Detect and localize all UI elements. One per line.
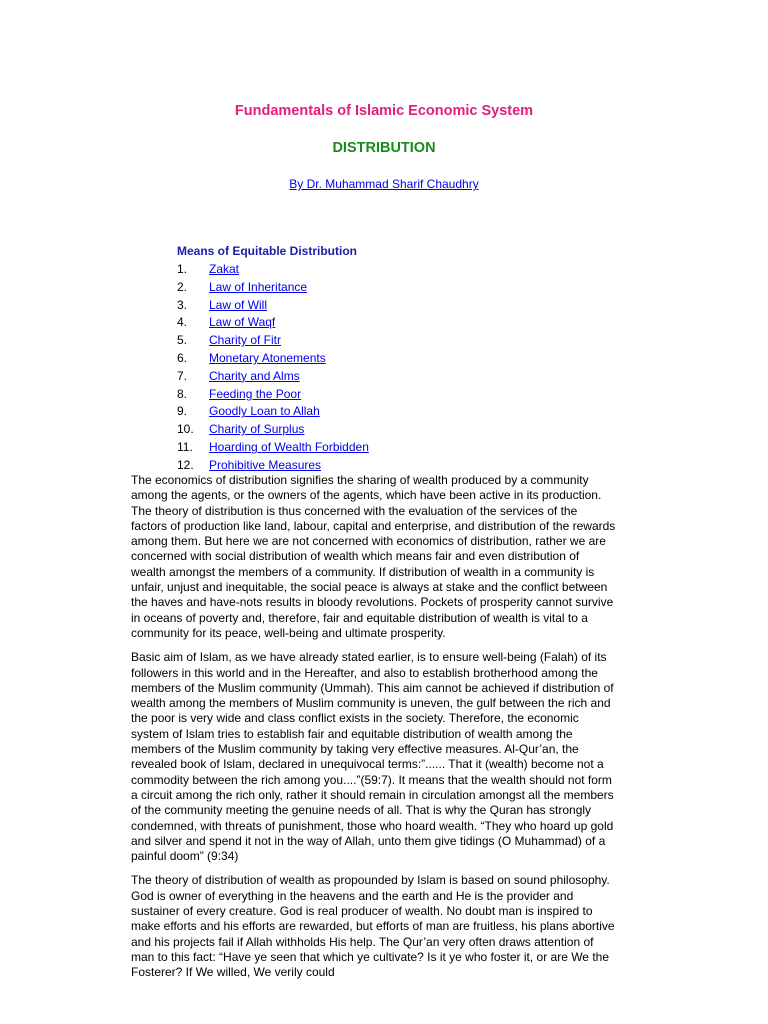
list-number: 2. [177, 279, 188, 294]
link-prohibitive-measures[interactable]: Prohibitive Measures [209, 457, 322, 472]
link-charity-of-fitr[interactable]: Charity of Fitr [209, 333, 282, 348]
list-item [177, 368, 369, 386]
link-feeding-the-poor[interactable]: Feeding the Poor [209, 386, 302, 401]
link-law-of-waqf[interactable]: Law of Waqf [209, 315, 276, 330]
author-line [0, 177, 768, 191]
list-item [177, 421, 369, 439]
paragraph: The theory of distribution of wealth as propounded by Islam is based on sound philosophy. God is owner of everything in the heavens and the earth and He is the provider and sustainer of every creature. God is real producer of wealth. No doubt man is inspired to make efforts and his efforts are rewarded, but efforts of man are fruitless, his plans abortive and his projects fail if Allah withholds His help. The Qur’an very often draws attention of man to this fact: “Have ye seen that which ye cultivate? Is it ye who foster it, or are We the Fosterer? If We willed, We verily could [131, 873, 615, 980]
paragraph: The economics of distribution signifies the sharing of wealth produced by a community among the agents, or the owners of the agents, which have been active in its production. The theory of distribution is thus concerned with the evaluation of the services of the factors of production like land, labour, capital and enterprise, and distribution of the rewards among them. But here we are not concerned with economics of distribution, rather we are concerned with social distribution of wealth which means fair and even distribution of wealth amongst the members of a community. If distribution of wealth in a community is unfair, unjust and inequitable, the social peace is always at stake and the conflict between the haves and have-nots results in bloody revolutions. Pockets of prosperity cannot survive in oceans of poverty and, therefore, fair and equitable distribution of wealth is vital to a community for its peace, well-being and ultimate prosperity. [131, 473, 616, 640]
list-item [177, 279, 369, 297]
author-link[interactable]: By Dr. Muhammad Sharif Chaudhry [289, 177, 479, 191]
list-number: 5. [177, 333, 188, 348]
link-zakat[interactable]: Zakat [209, 262, 240, 276]
list-item [177, 261, 369, 279]
paragraph: Basic aim of Islam, as we have already stated earlier, is to ensure well-being (Falah) of its followers in this world and in the Hereafter, and also to establish brotherhood among the members of the Muslim community (Ummah). This aim cannot be achieved if distribution of wealth among the members of Muslim community is uneven, the gulf between the rich and the poor is very wide and class conflict exists in the society. Therefore, the economic system of Islam tries to establish fair and equitable distribution of wealth among the members of the Muslim community by taking very effective measures. Al-Qur’an, the revealed book of Islam, declared in unequivocal terms:”...... That it (wealth) become not a commodity between the rich among you....”(59:7). It means that the wealth should not form a circuit among the rich only, rather it should remain in circulation amongst all the members of the community meeting the genuine needs of all. That is why the Quran has strongly condemned, with threats of punishment, those who hoard wealth. “They who hoard up gold and silver and spend it not in the way of Allah, unto them give tidings (O Muhammad) of a painful doom” (9:34) [131, 650, 614, 864]
list-number: 10. [177, 422, 194, 437]
link-charity-of-surplus[interactable]: Charity of Surplus [209, 422, 305, 437]
list-item [177, 439, 369, 457]
link-law-of-will[interactable]: Law of Will [209, 297, 268, 312]
list-number: 11. [177, 439, 193, 454]
list-item [177, 350, 369, 368]
link-goodly-loan-to-allah[interactable]: Goodly Loan to Allah [209, 404, 320, 419]
link-hoarding-of-wealth-forbidden[interactable]: Hoarding of Wealth Forbidden [209, 439, 369, 454]
list-item [177, 297, 369, 315]
section-title: DISTRIBUTION [332, 140, 436, 156]
article-body [131, 473, 616, 990]
page-title: Fundamentals of Islamic Economic System [234, 103, 534, 119]
list-number: 7. [177, 368, 188, 383]
means-list [177, 261, 369, 475]
list-number: 6. [177, 350, 188, 365]
list-number: 8. [177, 386, 188, 401]
list-number: 1. [177, 262, 188, 276]
list-number: 9. [177, 404, 188, 419]
list-item [177, 386, 369, 404]
list-item [177, 314, 369, 332]
list-number: 3. [177, 297, 188, 312]
list-number: 4. [177, 315, 188, 330]
means-heading: Means of Equitable Distribution [177, 244, 358, 258]
list-item [177, 332, 369, 350]
list-item [177, 403, 369, 421]
link-charity-and-alms[interactable]: Charity and Alms [209, 368, 300, 383]
link-law-of-inheritance[interactable]: Law of Inheritance [209, 279, 308, 294]
link-monetary-atonements[interactable]: Monetary Atonements [209, 350, 326, 365]
list-item [177, 457, 369, 475]
list-number: 12. [177, 457, 194, 472]
